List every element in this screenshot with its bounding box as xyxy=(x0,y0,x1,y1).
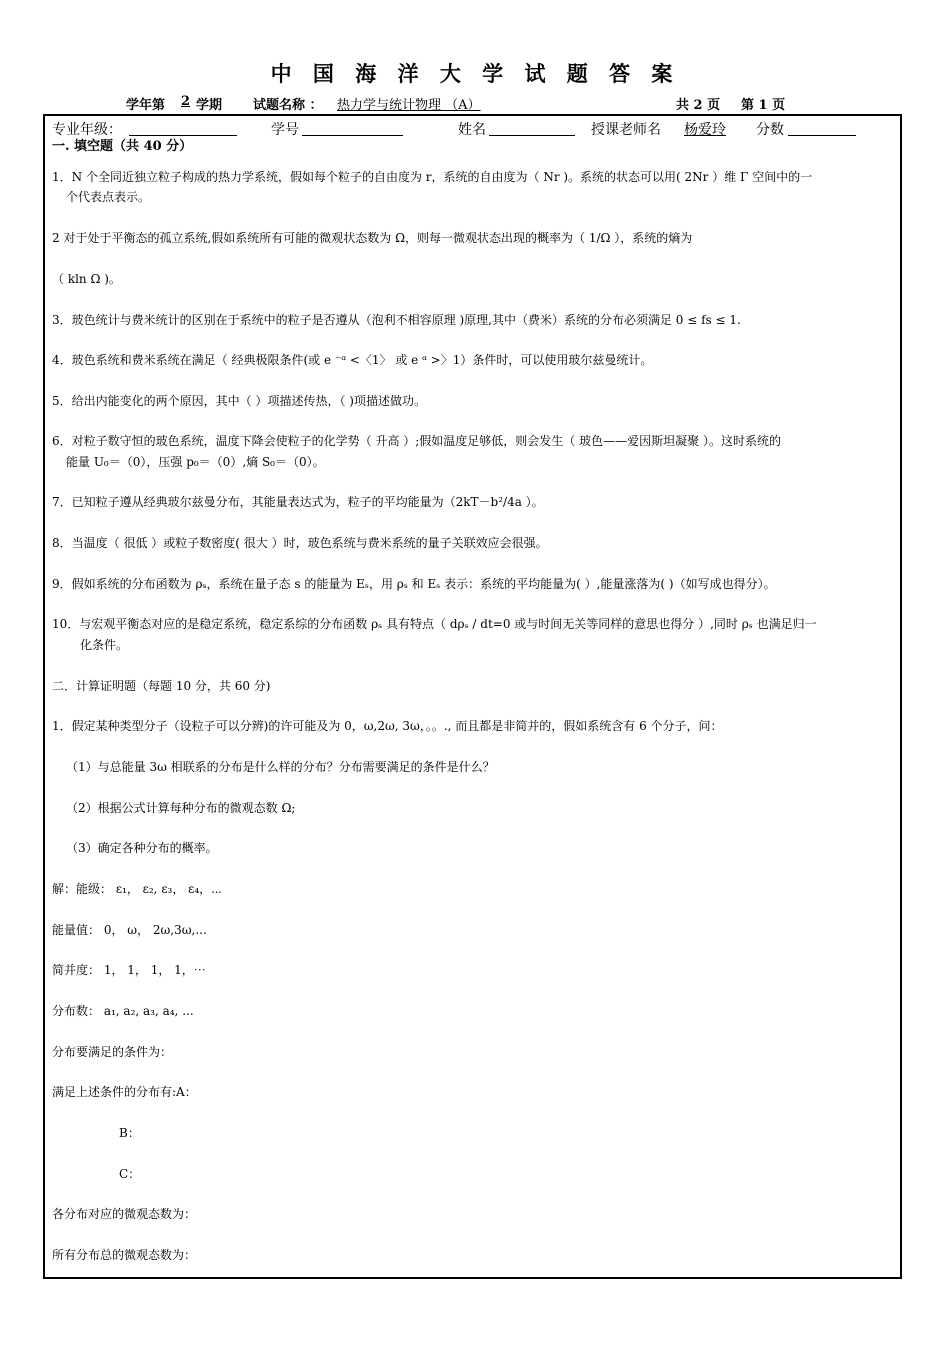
solution-distribution-numbers: 分布数： a₁, a₂, a₃, a₄, ... xyxy=(52,1004,194,1018)
solution-energy-levels: 解：能级： ε₁， ε₂, ε₃， ε₄，⋯ xyxy=(52,882,222,896)
solution-conditions: 分布要满足的条件为： xyxy=(52,1045,173,1059)
question-9: 9．假如系统的分布函数为 ρₛ，系统在量子态 s 的能量为 Eₛ，用 ρₛ 和 Eₛ 表示：系统的平均能量为( ）,能量涨落为( )（如写成也得分）。 xyxy=(52,577,776,591)
section1-heading: 一. 填空题（共 40 分） xyxy=(52,139,193,154)
question-7: 7．已知粒子遵从经典玻尔兹曼分布，其能量表达式为，粒子的平均能量为（2kT－b²/4a ）。 xyxy=(52,495,544,509)
name-label: 姓名 xyxy=(458,122,486,138)
question-1-line2: 个代表点表示。 xyxy=(66,190,151,204)
teacher-label: 授课老师名 xyxy=(591,122,661,138)
problem-1: 1．假定某种类型分子（设粒子可以分辨)的许可能及为 0，ω,2ω, 3ω，。。., 而且都是非简并的，假如系统含有 6 个分子，问： xyxy=(52,719,723,733)
solution-distribution-c: C： xyxy=(119,1167,141,1181)
student-id-label: 学号 xyxy=(271,122,299,138)
page-number: 第 1 页 xyxy=(741,98,786,113)
problem-1-part-b: （2）根据公式计算每种分布的微观态数 Ω; xyxy=(66,801,296,815)
student-fields-row xyxy=(0,119,950,139)
exam-name-label: 试题名称 ： xyxy=(253,98,323,113)
section2-heading: 二．计算证明题（每题 10 分，共 60 分) xyxy=(52,679,271,693)
semester-suffix: 学期 xyxy=(196,98,223,113)
major-field[interactable] xyxy=(129,121,237,136)
student-id-field[interactable] xyxy=(302,121,403,136)
question-10-line2: 化条件。 xyxy=(80,638,129,652)
question-1-line1: 1．N 个全同近独立粒子构成的热力学系统，假如每个粒子的自由度为 r，系统的自由度为（ Nr )。系统的状态可以用( 2Nr ）维 Γ 空间中的一 xyxy=(52,170,813,184)
score-field[interactable] xyxy=(788,121,856,136)
question-6-line1: 6．对粒子数守恒的玻色系统，温度下降会使粒子的化学势（ 升高 ）;假如温度足够低，则会发生（ 玻色——爱因斯坦凝聚 ）。这时系统的 xyxy=(52,434,781,448)
solution-distribution-b: B： xyxy=(119,1126,140,1140)
semester-number: 2 xyxy=(181,94,191,109)
question-3: 3．玻色统计与费米统计的区别在于系统中的粒子是否遵从（泡利不相容原理 )原理,其中（费米）系统的分布必须满足 0 ≤ fs ≤ 1. xyxy=(52,313,741,327)
solution-satisfying-distributions: 满足上述条件的分布有:A： xyxy=(52,1085,197,1099)
score-label: 分数 xyxy=(756,122,784,138)
solution-degeneracy: 简并度： 1， 1， 1， 1，⋯ xyxy=(52,963,206,977)
question-10-line1: 10．与宏观平衡态对应的是稳定系统，稳定系综的分布函数 ρₛ 具有特点（ dρₛ / dt=0 或与时间无关等同样的意思也得分 ）,同时 ρₛ 也满足归一 xyxy=(52,617,817,631)
question-2-line2: （ kln Ω )。 xyxy=(52,272,121,286)
major-label: 专业年级： xyxy=(52,122,122,138)
problem-1-part-c: （3）确定各种分布的概率。 xyxy=(66,841,218,855)
teacher-name: 杨爱玲 xyxy=(684,122,726,138)
problem-1-part-a: （1）与总能量 3ω 相联系的分布是什么样的分布？分布需要满足的条件是什么？ xyxy=(66,760,495,774)
exam-info-row xyxy=(0,94,950,114)
question-4: 4．玻色系统和费米系统在满足（ 经典极限条件(或 e ⁻ᵅ <〈1〉 或 e ᵅ >〉1）条件时，可以使用玻尔兹曼统计。 xyxy=(52,353,653,367)
question-2-line1: 2 对于处于平衡态的孤立系统,假如系统所有可能的微观状态数为 Ω，则每一微观状态出现的概率为（ 1/Ω ），系统的熵为 xyxy=(52,231,693,245)
exam-name: 热力学与统计物理 （A） xyxy=(337,98,481,113)
solution-microstates-each: 各分布对应的微观态数为： xyxy=(52,1207,197,1221)
question-8: 8．当温度（ 很低 ）或粒子数密度( 很大 ）时，玻色系统与费米系统的量子关联效应会很强。 xyxy=(52,536,548,550)
solution-microstates-total: 所有分布总的微观态数为： xyxy=(52,1248,197,1262)
question-5: 5．给出内能变化的两个原因，其中（ ）项描述传热，（ )项描述做功。 xyxy=(52,394,426,408)
name-field[interactable] xyxy=(489,121,575,136)
question-6-line2: 能量 U₀＝（0），压强 p₀＝（0）,熵 S₀＝（0）。 xyxy=(66,455,325,469)
pages-total: 共 2 页 xyxy=(676,98,721,113)
semester-prefix: 学年第 xyxy=(126,98,166,113)
solution-energy-values: 能量值： 0， ω， 2ω,3ω,... xyxy=(52,923,207,937)
page-title: 中 国 海 洋 大 学 试 题 答 案 xyxy=(270,61,680,86)
